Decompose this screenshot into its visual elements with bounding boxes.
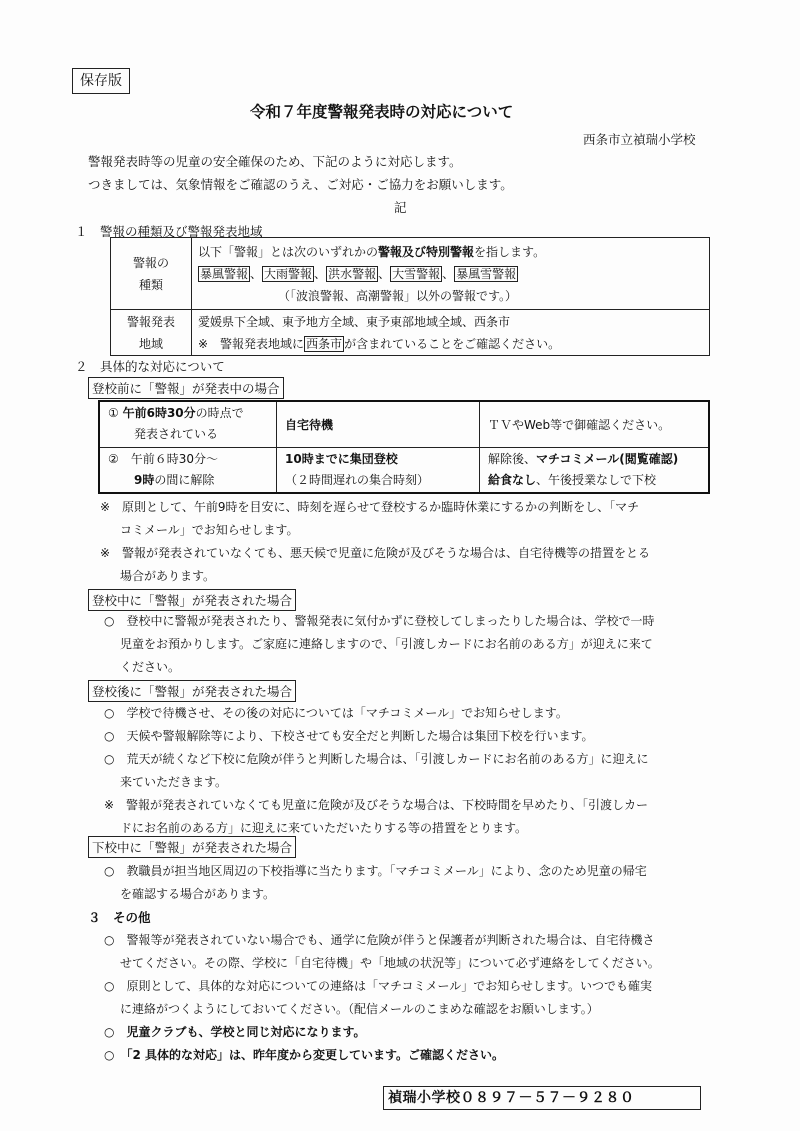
archive-badge: 保存版 [72, 68, 130, 94]
case2-time-l2 [108, 470, 276, 491]
case1-time [99, 401, 277, 447]
warning-types-post: を指します。 [474, 244, 546, 259]
case1-time-l2: 発表されている [134, 427, 219, 442]
after-line-1: ○ 学校で待機させ、その後の対応については「マチコミメール」でお知らせします。 [104, 706, 568, 720]
warning-area-pre: ※ 警報発表地域に [198, 336, 305, 351]
other-line-1b: せてください。その際、学校に「自宅待機」や「地域の状況等」について必ず連絡をしてください。 [120, 956, 660, 970]
warning-sep: 、 [314, 266, 327, 281]
page-title: 令和７年度警報発表時の対応について [250, 103, 514, 121]
warning-sep: 、 [442, 266, 455, 281]
case1-time-rest: の時点で [195, 406, 244, 421]
case1-time-bold: 午前6時30分 [122, 406, 196, 421]
after-arrival-label: 登校後に「警報」が発表された場合 [88, 680, 296, 702]
case2-note-l1 [488, 449, 708, 470]
case1-time-l1 [108, 403, 276, 424]
warning-types-pre: 以下「警報」とは次のいずれかの [198, 244, 379, 259]
case1-num: ① [108, 406, 119, 421]
case2-time-bold: 9時 [134, 472, 155, 487]
warning-heavy-rain: 大雨警報 [264, 266, 313, 281]
other-line-1a: ○ 警報等が発表されていない場合でも、通学に危険が伴うと保護者が判断された場合は、自宅待機さ [104, 933, 655, 947]
warning-types-header [111, 238, 192, 310]
warning-heavy-snow: 大雪警報 [392, 266, 441, 281]
case1-note: ＴＶやWeb等で御確認ください。 [480, 401, 710, 447]
during-line-2: 児童をお預かりします。ご家庭に連絡しますので、「引渡しカードにお名前のある方」が迎えに来て [120, 637, 653, 651]
warning-list [198, 263, 709, 285]
after-line-3b: 来ていただきます。 [120, 775, 228, 789]
warning-types-bold: 警報及び特別警報 [378, 244, 475, 259]
warning-types-cell [192, 238, 710, 310]
warning-area-header-l1: 警報発表 [126, 314, 175, 329]
warning-types-header-l2: 種類 [138, 277, 163, 292]
home-line-1: ○ 教職員が担当地区周辺の下校指導に当たります。「マチコミメール」により、念のため児童の帰宅 [104, 864, 647, 878]
note-2-line-1: ※ 警報が発表されていなくても、悪天候で児童に危険が及びそうな場合は、自宅待機等の措置をとる [100, 546, 651, 560]
case2-action-l1: 10時までに集団登校 [285, 451, 398, 466]
ki-mark: 記 [394, 200, 407, 215]
other-line-4: ○ 「2 具体的な対応」は、昨年度から変更しています。ご確認ください。 [104, 1048, 505, 1062]
home-line-2: を確認する場合があります。 [120, 887, 276, 901]
case2-action [277, 447, 480, 493]
section-1-heading: １ 警報の種類及び警報発表地域 [75, 224, 263, 239]
warning-storm: 暴風警報 [200, 266, 249, 281]
warning-area-line-1: 愛媛県下全域、東予地方全域、東予東部地域全域、西条市 [198, 314, 511, 329]
during-line-3: ください。 [120, 660, 181, 674]
warning-area-header-l2: 地域 [138, 336, 163, 351]
after-line-3a: ○ 荒天が続くなど下校に危険が伴うと判断した場合は、「引渡しカードにお名前のある方」に迎えに [104, 752, 649, 766]
case2-note-bold: マチコミメール(閲覧確認) [536, 451, 679, 466]
section-3-heading: ３ その他 [88, 910, 151, 925]
case2-time-rest: の間に解除 [154, 472, 215, 487]
warning-note: （「波浪警報、高潮警報」以外の警報です。） [278, 288, 518, 303]
case2-time [99, 447, 277, 493]
warning-area-cell [192, 310, 710, 356]
warning-sep: 、 [250, 266, 263, 281]
case2-note-pre: 解除後、 [488, 451, 537, 466]
warning-area-line-2 [198, 333, 709, 355]
warning-types-header-l1: 警報の [132, 255, 169, 270]
warning-area-post: が含まれていることをご確認ください。 [344, 336, 561, 351]
during-line-1: ○ 登校中に警報が発表されたり、警報発表に気付かずに登校してしまったりした場合は、学校で一時 [104, 614, 655, 628]
section-2-heading: ２ 具体的な対応について [75, 359, 225, 374]
case2-note-l2 [488, 470, 708, 491]
case2-note [480, 447, 710, 493]
after-line-4b: ドにお名前のある方」に迎えに来ていただいたりする等の措置をとります。 [120, 821, 528, 835]
before-school-table [98, 400, 710, 494]
other-line-2a: ○ 原則として、具体的な対応についての連絡は「マチコミメール」でお知らせします。いつでも確実 [104, 979, 652, 993]
warning-flood: 洪水警報 [328, 266, 377, 281]
warning-blizzard: 暴風雪警報 [456, 266, 517, 281]
warning-sep: 、 [378, 266, 391, 281]
case2-action-l2: （２時間遅れの集合時刻） [285, 472, 430, 487]
case2-time-l1: ② 午前６時30分～ [108, 451, 219, 466]
school-phone: 禎瑞小学校０８９７－５７－９２８０ [383, 1086, 701, 1110]
other-line-3: ○ 児童クラブも、学校と同じ対応になります。 [104, 1025, 366, 1039]
warning-area-header [111, 310, 192, 356]
other-line-2b: に連絡がつくようにしておいてください。（配信メールのこまめな確認をお願いします。） [120, 1002, 599, 1016]
case1-action: 自宅待機 [277, 401, 480, 447]
after-line-4a: ※ 警報が発表されていなくても児童に危険が及びそうな場合は、下校時間を早めたり、「引渡しカー [104, 798, 649, 812]
going-home-label: 下校中に「警報」が発表された場合 [88, 836, 296, 858]
warning-types-line [198, 241, 709, 263]
intro-line-1: 警報発表時等の児童の安全確保のため、下記のように対応します。 [88, 154, 462, 169]
note-1-line-1: ※ 原則として、午前9時を目安に、時刻を遅らせて登校するか臨時休業にするかの判断をし、「マチ [100, 500, 640, 514]
case2-note-l2-rest: 、午後授業なしで下校 [536, 472, 657, 487]
school-name: 西条市立禎瑞小学校 [583, 132, 696, 147]
case2-note-l2-bold: 給食なし [488, 472, 537, 487]
warning-types-table [110, 237, 710, 356]
before-school-label: 登校前に「警報」が発表中の場合 [88, 377, 284, 399]
warning-area-saijo: 西条市 [306, 336, 343, 351]
intro-line-2: つきましては、気象情報をご確認のうえ、ご対応・ご協力をお願いします。 [88, 177, 513, 192]
after-line-2: ○ 天候や警報解除等により、下校させても安全だと判断した場合は集団下校を行います。 [104, 729, 594, 743]
note-2-line-2: 場合があります。 [120, 569, 216, 583]
during-commute-label: 登校中に「警報」が発表された場合 [88, 589, 296, 611]
note-1-line-2: コミメール」でお知らせします。 [120, 523, 299, 537]
